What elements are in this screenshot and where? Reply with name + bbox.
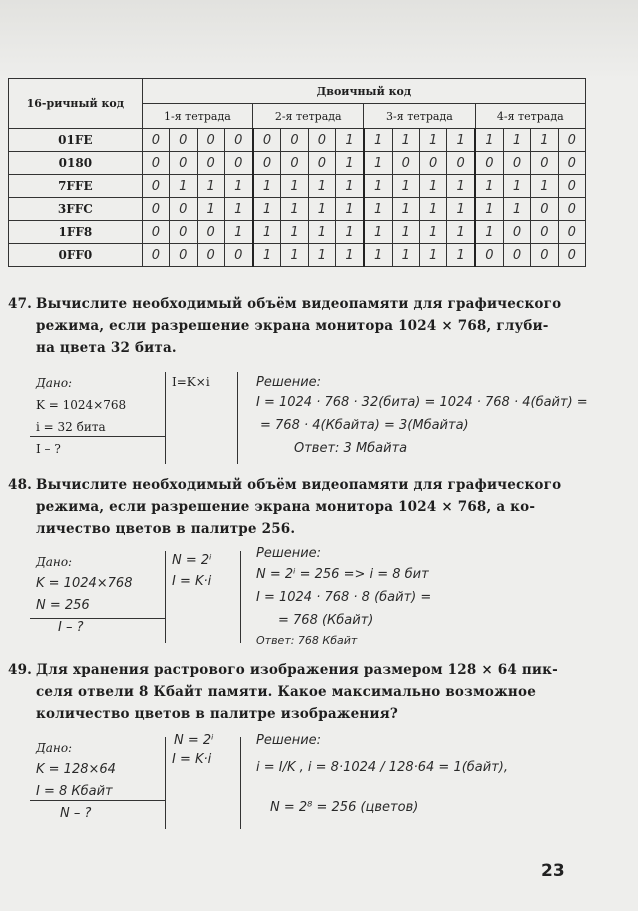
bit-cell: 1 [503, 129, 530, 152]
bit-cell: 1 [336, 175, 364, 198]
bit-cell: 0 [170, 198, 197, 221]
formula-separator [240, 737, 241, 829]
given-divider [30, 800, 165, 801]
find-value: I – ? [36, 442, 61, 456]
task-text-line: Вычислите необходимый объём видеопамяти для графического [36, 477, 562, 493]
hex-cell: 1FF8 [9, 221, 143, 244]
given-label: Дано: [36, 555, 73, 569]
formula: I=K×i [172, 375, 210, 389]
hex-cell: 0FF0 [9, 244, 143, 267]
bit-cell: 1 [419, 244, 446, 267]
bit-cell: 1 [336, 198, 364, 221]
bit-cell: 1 [308, 175, 335, 198]
solution-label: Решение: [256, 733, 322, 748]
hex-cell: 3FFC [9, 198, 143, 221]
given-block-49 [30, 737, 165, 825]
bit-cell: 1 [419, 129, 446, 152]
bit-cell: 1 [531, 129, 558, 152]
solution-line: I = 1024 · 768 · 8 (байт) = [256, 590, 432, 605]
task-text-line: количество цветов в палитре изображения? [36, 706, 398, 722]
bit-cell: 0 [142, 244, 169, 267]
bit-cell: 0 [197, 244, 224, 267]
tetrad-header: 1-я тетрада [142, 104, 252, 129]
bit-cell: 0 [197, 221, 224, 244]
bit-cell: 1 [392, 221, 419, 244]
tetrad-header: 3-я тетрада [364, 104, 475, 129]
bit-cell: 0 [170, 129, 197, 152]
bit-cell: 1 [503, 175, 530, 198]
hex-cell: 7FFE [9, 175, 143, 198]
bit-cell: 0 [558, 221, 585, 244]
bit-cell: 1 [531, 175, 558, 198]
answer-line: Ответ: 3 Мбайта [294, 441, 408, 456]
task-number: 47. [8, 296, 33, 312]
given-divider [30, 618, 165, 619]
task-text-line: режима, если разрешение экрана монитора 1024 × 768, глуби- [36, 318, 549, 334]
bit-cell: 1 [475, 129, 503, 152]
task-text-line: режима, если разрешение экрана монитора 1024 × 768, а ко- [36, 499, 536, 515]
bit-cell: 0 [475, 152, 503, 175]
bit-cell: 0 [281, 152, 308, 175]
bit-cell: 1 [308, 221, 335, 244]
table-header-row [9, 79, 586, 104]
tetrad-header: 4-я тетрада [475, 104, 585, 129]
hex-binary-table [8, 78, 586, 267]
solution-line: N = 2ⁱ = 256 => i = 8 бит [256, 567, 429, 582]
bit-cell: 0 [531, 244, 558, 267]
bit-cell: 0 [503, 152, 530, 175]
bit-cell: 0 [253, 129, 281, 152]
formula: I = K·i [172, 752, 212, 767]
bit-cell: 0 [558, 244, 585, 267]
bit-cell: 1 [224, 221, 252, 244]
task-text-line: на цвета 32 бита. [36, 340, 177, 356]
find-value: N – ? [60, 806, 92, 821]
bit-cell: 0 [142, 198, 169, 221]
bit-cell: 1 [475, 221, 503, 244]
given-label: Дано: [36, 741, 73, 755]
bit-cell: 1 [336, 152, 364, 175]
bit-cell: 1 [197, 198, 224, 221]
bit-cell: 0 [224, 244, 252, 267]
bit-cell: 1 [392, 198, 419, 221]
table-row [9, 244, 586, 267]
given-value: K = 1024×768 [36, 398, 127, 412]
bit-cell: 0 [531, 198, 558, 221]
bit-cell: 1 [224, 198, 252, 221]
bit-cell: 1 [281, 244, 308, 267]
bit-cell: 1 [475, 175, 503, 198]
bit-cell: 0 [558, 175, 585, 198]
bit-cell: 1 [170, 175, 197, 198]
bit-cell: 0 [224, 152, 252, 175]
bit-cell: 0 [475, 244, 503, 267]
bit-cell: 0 [142, 129, 169, 152]
hex-column-header: 16-ричный код [9, 79, 143, 129]
bit-cell: 1 [336, 221, 364, 244]
task-47 [8, 293, 588, 359]
bit-cell: 1 [224, 175, 252, 198]
solution-line: = 768 (Кбайт) [278, 613, 374, 628]
task-number: 49. [8, 662, 33, 678]
bit-cell: 0 [142, 221, 169, 244]
bit-cell: 1 [281, 175, 308, 198]
bit-cell: 0 [224, 129, 252, 152]
bit-cell: 0 [503, 221, 530, 244]
binary-column-header: Двоичный код [142, 79, 585, 104]
bit-cell: 1 [281, 198, 308, 221]
formula-separator [237, 372, 238, 464]
given-separator [165, 737, 166, 829]
answer-line: Ответ: 768 Кбайт [256, 634, 358, 647]
find-value: I – ? [58, 620, 84, 635]
formula: I = K·i [172, 574, 212, 589]
bit-cell: 1 [253, 221, 281, 244]
given-separator [165, 551, 166, 643]
formula: N = 2ⁱ [174, 733, 214, 748]
solution-line: N = 2⁸ = 256 (цветов) [270, 800, 419, 815]
bit-cell: 0 [308, 152, 335, 175]
given-value: K = 1024×768 [36, 576, 133, 591]
bit-cell: 1 [336, 129, 364, 152]
given-block-48 [30, 551, 165, 639]
bit-cell: 0 [142, 175, 169, 198]
bit-cell: 0 [197, 129, 224, 152]
bit-cell: 1 [253, 198, 281, 221]
bit-cell: 1 [364, 152, 392, 175]
tetrad-header: 2-я тетрада [253, 104, 364, 129]
task-49 [8, 659, 588, 725]
bit-cell: 1 [503, 198, 530, 221]
table-row [9, 175, 586, 198]
solution-line: = 768 · 4(Кбайта) = 3(Мбайта) [260, 418, 469, 433]
formula: N = 2ⁱ [172, 553, 212, 568]
task-text-line: личество цветов в палитре 256. [36, 521, 296, 537]
bit-cell: 1 [197, 175, 224, 198]
bit-cell: 0 [253, 152, 281, 175]
given-value: K = 128×64 [36, 762, 116, 777]
task-text-line: Вычислите необходимый объём видеопамяти для графического [36, 296, 562, 312]
page-number: 23 [541, 861, 565, 881]
given-block-47 [30, 372, 165, 460]
bit-cell: 0 [170, 152, 197, 175]
bit-cell: 1 [364, 175, 392, 198]
table-row [9, 198, 586, 221]
bit-cell: 1 [475, 198, 503, 221]
bit-cell: 1 [364, 198, 392, 221]
bit-cell: 1 [447, 198, 475, 221]
given-value: I = 8 Кбайт [36, 784, 113, 799]
bit-cell: 1 [281, 221, 308, 244]
given-separator [165, 372, 166, 464]
solution-line: i = I/K , i = 8·1024 / 128·64 = 1(байт), [256, 760, 509, 775]
bit-cell: 1 [308, 198, 335, 221]
bit-cell: 0 [558, 152, 585, 175]
solution-label: Решение: [256, 546, 322, 561]
bit-cell: 1 [253, 244, 281, 267]
bit-cell: 1 [392, 244, 419, 267]
bit-cell: 1 [253, 175, 281, 198]
bit-cell: 0 [308, 129, 335, 152]
bit-cell: 0 [170, 221, 197, 244]
task-text-line: Для хранения растрового изображения размером 128 × 64 пик- [36, 662, 558, 678]
bit-cell: 1 [447, 221, 475, 244]
bit-cell: 1 [364, 244, 392, 267]
given-label: Дано: [36, 376, 73, 390]
bit-cell: 0 [558, 198, 585, 221]
given-divider [30, 436, 165, 437]
bit-cell: 0 [197, 152, 224, 175]
bit-cell: 1 [336, 244, 364, 267]
bit-cell: 0 [447, 152, 475, 175]
solution-label: Решение: [256, 375, 322, 390]
bit-cell: 1 [419, 198, 446, 221]
bit-cell: 1 [419, 221, 446, 244]
hex-cell: 01FE [9, 129, 143, 152]
table-row [9, 129, 586, 152]
bit-cell: 0 [170, 244, 197, 267]
bit-cell: 1 [308, 244, 335, 267]
given-value: N = 256 [36, 598, 90, 613]
hex-cell: 0180 [9, 152, 143, 175]
task-number: 48. [8, 477, 33, 493]
bit-cell: 1 [447, 129, 475, 152]
bit-cell: 0 [281, 129, 308, 152]
bit-cell: 0 [558, 129, 585, 152]
bit-cell: 1 [419, 175, 446, 198]
solution-line: I = 1024 · 768 · 32(бита) = 1024 · 768 · 4(байт) = [256, 395, 588, 410]
bit-cell: 1 [392, 175, 419, 198]
table-row [9, 221, 586, 244]
bit-cell: 1 [364, 221, 392, 244]
bit-cell: 0 [142, 152, 169, 175]
bit-cell: 0 [503, 244, 530, 267]
bit-cell: 1 [447, 244, 475, 267]
bit-cell: 0 [531, 221, 558, 244]
previous-page-bleed [0, 0, 638, 80]
bit-cell: 0 [419, 152, 446, 175]
bit-cell: 0 [392, 152, 419, 175]
bit-cell: 0 [531, 152, 558, 175]
bit-cell: 1 [364, 129, 392, 152]
table-row [9, 152, 586, 175]
bit-cell: 1 [447, 175, 475, 198]
task-text-line: селя отвели 8 Кбайт памяти. Какое максимально возможное [36, 684, 536, 700]
task-48 [8, 474, 588, 540]
bit-cell: 1 [392, 129, 419, 152]
formula-separator [240, 551, 241, 643]
given-value: i = 32 бита [36, 420, 106, 434]
